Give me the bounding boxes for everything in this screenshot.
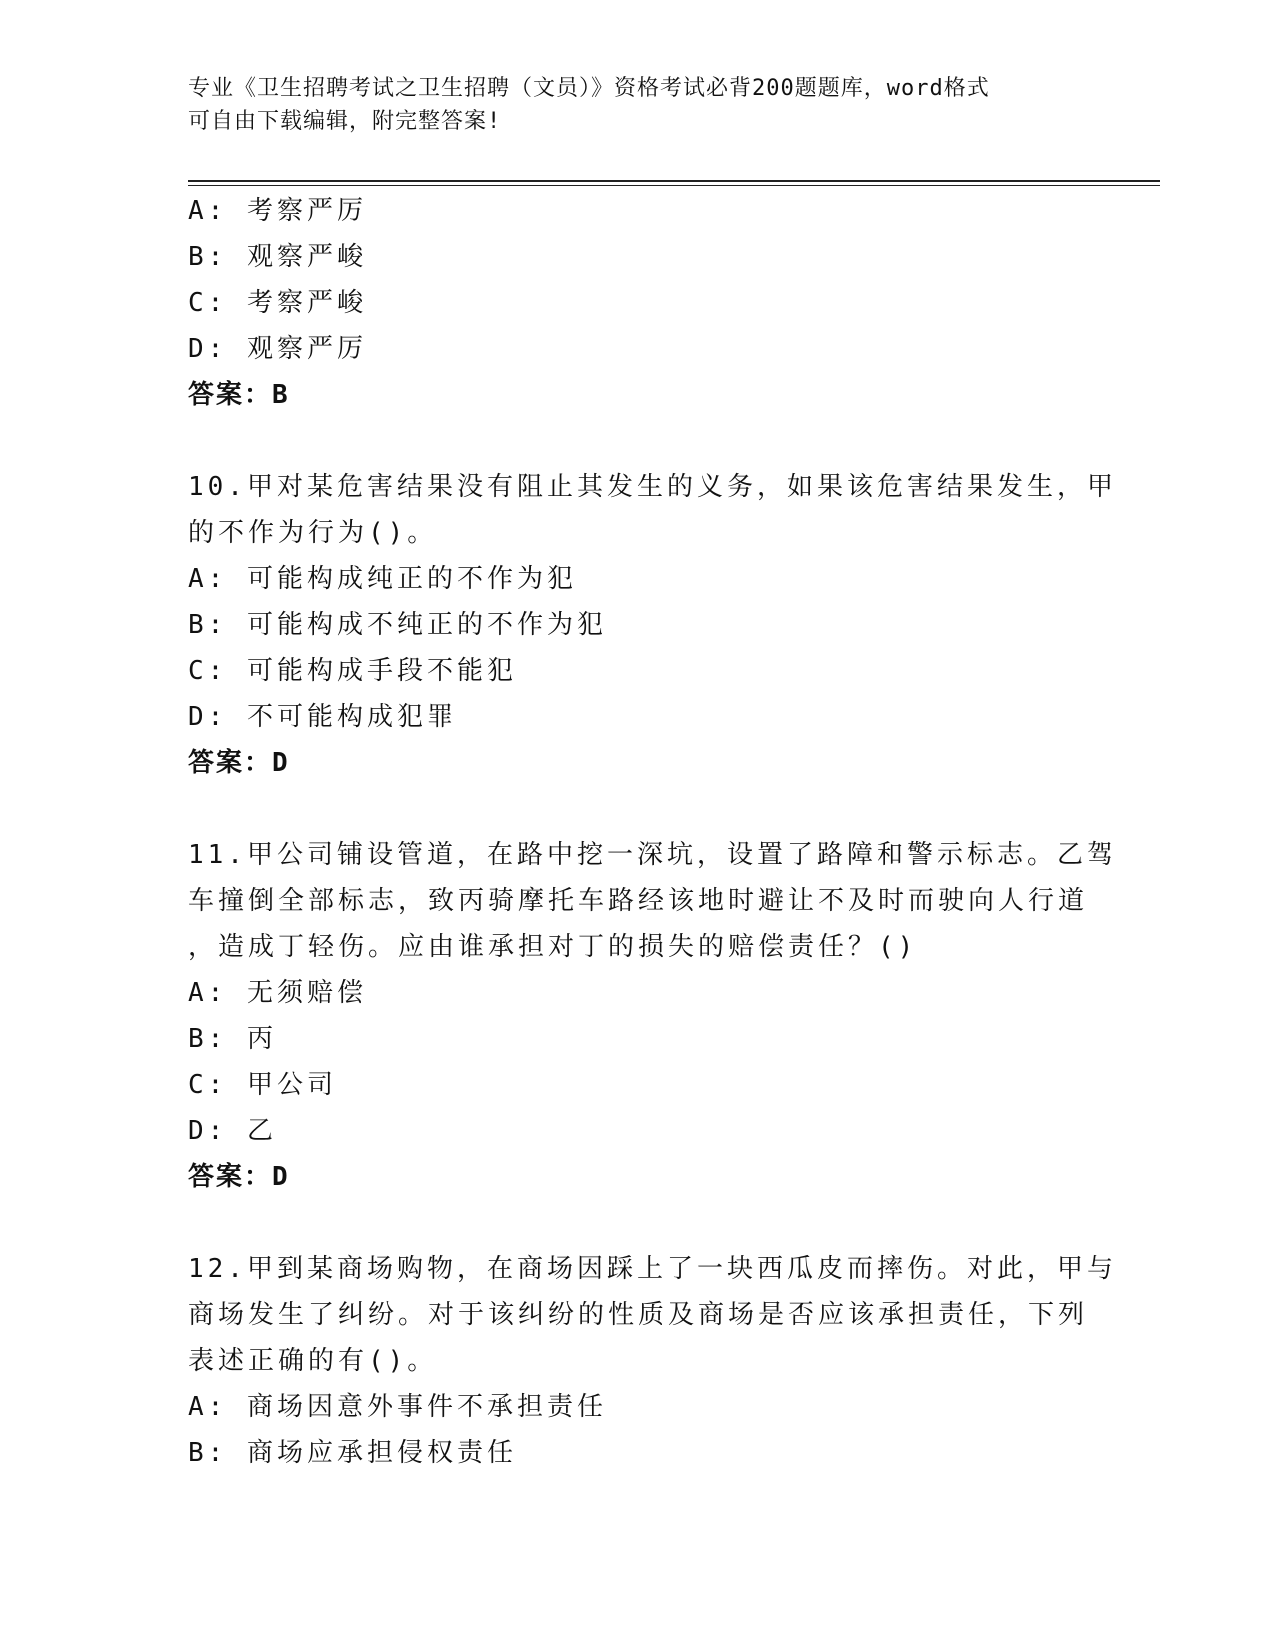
spacer [188, 418, 1088, 464]
header-line-2: 可自由下载编辑，附完整答案! [188, 109, 502, 134]
option-a: A: 考察严厉 [188, 196, 367, 226]
question-stem: ，造成丁轻伤。应由谁承担对丁的损失的赔偿责任？() [188, 932, 918, 962]
option-b: B: 可能构成不纯正的不作为犯 [188, 610, 607, 640]
question-stem: 10.甲对某危害结果没有阻止其发生的义务，如果该危害结果发生，甲 [188, 472, 1117, 502]
option-d: D: 不可能构成犯罪 [188, 702, 457, 732]
answer: 答案：D [188, 1162, 290, 1192]
option-a: A: 可能构成纯正的不作为犯 [188, 564, 577, 594]
header-line-1: 专业《卫生招聘考试之卫生招聘（文员）》资格考试必背200题题库，word格式 [188, 76, 990, 101]
question-stem: 11.甲公司铺设管道，在路中挖一深坑，设置了路障和警示标志。乙驾 [188, 840, 1117, 870]
question-11 [188, 832, 1117, 1200]
question-stem: 表述正确的有()。 [188, 1346, 438, 1376]
option-a: A: 商场因意外事件不承担责任 [188, 1392, 607, 1422]
option-d: D: 乙 [188, 1116, 277, 1146]
question-9 [188, 188, 1088, 418]
question-stem: 车撞倒全部标志，致丙骑摩托车路经该地时避让不及时而驶向人行道 [188, 886, 1089, 916]
spacer [188, 786, 1088, 832]
option-b: B: 观察严峻 [188, 242, 367, 272]
question-12 [188, 1246, 1117, 1476]
answer: 答案：B [188, 380, 290, 410]
header-divider-thick [188, 180, 1160, 182]
answer: 答案：D [188, 748, 290, 778]
question-stem: 12.甲到某商场购物，在商场因踩上了一块西瓜皮而摔伤。对此，甲与 [188, 1254, 1117, 1284]
option-c: C: 甲公司 [188, 1070, 337, 1100]
document-header [188, 72, 1088, 138]
question-list [188, 188, 1117, 1476]
header-divider-thin [188, 185, 1160, 186]
option-c: C: 可能构成手段不能犯 [188, 656, 517, 686]
spacer [188, 1200, 1088, 1246]
option-c: C: 考察严峻 [188, 288, 367, 318]
option-b: B: 丙 [188, 1024, 277, 1054]
question-stem: 商场发生了纠纷。对于该纠纷的性质及商场是否应该承担责任，下列 [188, 1300, 1089, 1330]
question-10 [188, 464, 1117, 786]
option-d: D: 观察严厉 [188, 334, 367, 364]
option-a: A: 无须赔偿 [188, 978, 367, 1008]
option-b: B: 商场应承担侵权责任 [188, 1438, 517, 1468]
question-stem: 的不作为行为()。 [188, 518, 438, 548]
